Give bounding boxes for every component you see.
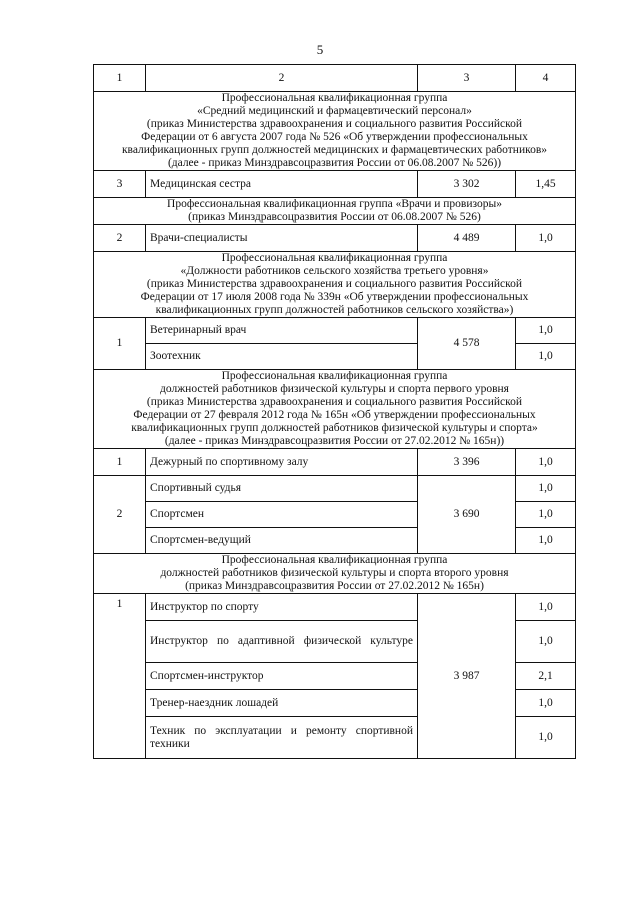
position-name-cell: Зоотехник [146,344,418,370]
group-title-line: квалификационных групп должностей медицинских и фармацевтических работников» [121,144,548,156]
position-name-cell: Техник по эксплуатации и ремонту спортивной техники [146,717,418,759]
group-title-cell [94,370,576,449]
group-title-line: «Средний медицинский и фармацевтический персонал» [197,105,472,117]
position-name-cell: Ветеринарный врач [146,318,418,344]
group-title-line: Федерации от 17 июля 2008 года № 339н «Об утверждении профессиональных [140,291,529,303]
group-title-line: Профессиональная квалификационная группа «Врачи и провизоры» [167,198,502,210]
group-title-line: (приказ Министерства здравоохранения и социального развития Российской [146,118,523,130]
group-title-line: (приказ Министерства здравоохранения и социального развития Российской [146,396,523,408]
coefficient-cell: 1,0 [516,690,576,717]
table-row [94,594,576,621]
group-title-line: (приказ Минздравсоцразвития России от 06.08.2007 № 526) [188,211,481,223]
position-name-cell: Спортивный судья [146,476,418,502]
group-title-line: (далее - приказ Минздравсоцразвития России от 06.08.2007 № 526)) [167,157,502,169]
group-title-line: Профессиональная квалификационная группа [221,554,448,566]
group-title-line: квалификационных групп должностей работников сельского хозяйства») [155,304,514,316]
position-name-cell: Дежурный по спортивному залу [146,449,418,476]
table-row [94,225,576,252]
group-title-line: (приказ Министерства здравоохранения и социального развития Российской [146,278,523,290]
position-name-cell: Врачи-специалисты [146,225,418,252]
group-title-line: Профессиональная квалификационная группа [221,370,448,382]
coefficient-cell: 2,1 [516,663,576,690]
page-number: 5 [316,42,324,57]
header-cell-level: 1 [94,65,146,92]
coefficient-cell: 1,0 [516,225,576,252]
group-header-row [94,252,576,318]
level-cell: 1 [94,594,146,759]
table-row [94,476,576,502]
group-title-line: квалификационных групп должностей работников физической культуры и спорта» [131,422,538,434]
group-title-cell [94,198,576,225]
group-header-row [94,198,576,225]
header-cell-salary: 3 [418,65,516,92]
position-name-cell: Спортсмен-инструктор [146,663,418,690]
group-title-cell [94,252,576,318]
coefficient-cell: 1,0 [516,528,576,554]
coefficient-cell: 1,0 [516,476,576,502]
position-name-cell: Медицинская сестра [146,171,418,198]
position-name-cell: Инструктор по спорту [146,594,418,621]
salary-cell: 3 987 [418,594,516,759]
table-row [94,171,576,198]
coefficient-cell: 1,0 [516,344,576,370]
group-header-row [94,92,576,171]
position-name-cell: Спортсмен [146,502,418,528]
level-cell: 2 [94,225,146,252]
table-row [94,318,576,344]
coefficient-cell: 1,0 [516,621,576,663]
group-title-line: «Должности работников сельского хозяйства третьего уровня» [180,265,489,277]
group-title-line: Профессиональная квалификационная группа [221,92,448,104]
level-cell: 1 [94,318,146,370]
group-title-line: должностей работников физической культуры и спорта первого уровня [160,383,509,395]
salary-cell: 3 302 [418,171,516,198]
level-cell: 3 [94,171,146,198]
coefficient-cell: 1,0 [516,318,576,344]
group-title-line: (приказ Минздравсоцразвития России от 27.02.2012 № 165н) [185,580,484,592]
group-header-row [94,554,576,594]
coefficient-cell: 1,45 [516,171,576,198]
coefficient-cell: 1,0 [516,502,576,528]
coefficient-cell: 1,0 [516,449,576,476]
group-title-cell [94,92,576,171]
group-title-line: Федерации от 6 августа 2007 года № 526 «Об утверждении профессиональных [141,131,528,143]
salary-cell: 3 396 [418,449,516,476]
qualification-table [93,64,576,759]
header-row [94,65,576,92]
group-title-line: Профессиональная квалификационная группа [221,252,448,264]
position-name-cell: Инструктор по адаптивной физической культуре [146,621,418,663]
level-cell: 1 [94,449,146,476]
header-cell-coefficient: 4 [516,65,576,92]
group-header-row [94,370,576,449]
salary-cell: 3 690 [418,476,516,554]
header-cell-position: 2 [146,65,418,92]
group-title-line: должностей работников физической культуры и спорта второго уровня [160,567,509,579]
salary-cell: 4 578 [418,318,516,370]
group-title-line: (далее - приказ Минздравсоцразвития России от 27.02.2012 № 165н)) [164,435,505,447]
group-title-line: Федерации от 27 февраля 2012 года № 165н «Об утверждении профессиональных [133,409,536,421]
group-title-cell [94,554,576,594]
coefficient-cell: 1,0 [516,594,576,621]
position-name-cell: Тренер-наездник лошадей [146,690,418,717]
salary-cell: 4 489 [418,225,516,252]
table-row [94,449,576,476]
level-cell: 2 [94,476,146,554]
position-name-cell: Спортсмен-ведущий [146,528,418,554]
coefficient-cell: 1,0 [516,717,576,759]
